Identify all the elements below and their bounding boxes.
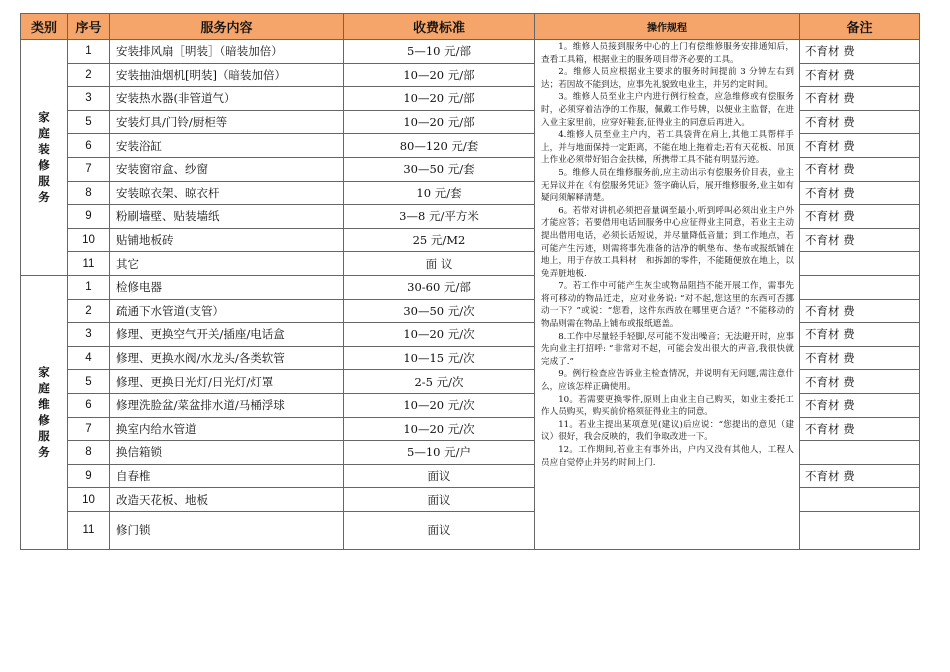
- fee-value: 面 议: [344, 252, 535, 276]
- row-number: 2: [68, 63, 110, 87]
- fee-value: 10—20 元/部: [344, 63, 535, 87]
- note-value: 不育材 费: [800, 346, 920, 370]
- fee-value: 10 元/套: [344, 181, 535, 205]
- row-number: 1: [68, 275, 110, 299]
- note-value: [800, 441, 920, 465]
- procedure-paragraph: 3。维修人员至业主户内进行例行检查，应急维修或有偿服务时，必须穿着洁净的工作服，佩戴工作号牌，以便业主监督，在进入业主家里前，应穿好鞋套,征得业主的同意后再进入。: [541, 92, 794, 128]
- service-name: 修理、更换空气开关/插座/电话盒: [110, 323, 344, 347]
- row-number: 8: [68, 441, 110, 465]
- service-name: 贴铺地板砖: [110, 228, 344, 252]
- fee-value: 80—120 元/套: [344, 134, 535, 158]
- category-home-repair: 家庭维修服务: [21, 275, 68, 549]
- service-name: 安装晾衣架、晾衣杆: [110, 181, 344, 205]
- row-number: 3: [68, 323, 110, 347]
- price-list-sheet: [20, 13, 919, 554]
- category-home-decoration: 家庭装修服务: [21, 40, 68, 276]
- note-value: [800, 275, 920, 299]
- header-number: 序号: [68, 14, 110, 40]
- fee-value: 10—20 元/次: [344, 393, 535, 417]
- fee-value: 10—15 元/次: [344, 346, 535, 370]
- fee-value: 面议: [344, 464, 535, 488]
- note-value: 不育材 费: [800, 417, 920, 441]
- fee-value: 10—20 元/次: [344, 417, 535, 441]
- note-value: 不育材 费: [800, 110, 920, 134]
- row-number: 1: [68, 40, 110, 64]
- procedure-paragraph: 5。维修人员在维修服务前,应主动出示有偿服务价目表，业主无异议并在《有偿服务凭证》签字确认后，展开维修服务,业主如有疑问须解释清楚。: [541, 167, 794, 204]
- note-value: [800, 488, 920, 512]
- note-value: 不育材 费: [800, 40, 920, 64]
- service-name: 换信箱锁: [110, 441, 344, 465]
- service-name: 安装浴缸: [110, 134, 344, 158]
- procedure-text: [535, 40, 829, 469]
- service-name: 安装灯具/门铃/厨柜等: [110, 110, 344, 134]
- header-row: [21, 14, 920, 40]
- fee-value: 30-60 元/部: [344, 275, 535, 299]
- service-name: 粉刷墙壁、贴装墙纸: [110, 205, 344, 229]
- row-number: 5: [68, 110, 110, 134]
- row-number: 7: [68, 417, 110, 441]
- note-value: 不育材 费: [800, 181, 920, 205]
- procedure-paragraph: 12。工作期间,若业主有事外出，户内又没有其他人，工程人员应自觉停止并另约时间上门.: [541, 445, 794, 468]
- fee-value: 10—20 元/部: [344, 87, 535, 111]
- table-row: [21, 40, 920, 64]
- note-value: 不育材 费: [800, 87, 920, 111]
- fee-value: 30—50 元/次: [344, 299, 535, 323]
- fee-value: 25 元/M2: [344, 228, 535, 252]
- service-name: 修理洗脸盆/菜盆排水道/马桶浮球: [110, 393, 344, 417]
- fee-value: 面议: [344, 511, 535, 549]
- row-number: 9: [68, 464, 110, 488]
- row-number: 5: [68, 370, 110, 394]
- note-value: [800, 511, 920, 549]
- note-value: 不育材 费: [800, 393, 920, 417]
- fee-value: 10—20 元/部: [344, 110, 535, 134]
- row-number: 6: [68, 393, 110, 417]
- header-fee: 收费标准: [344, 14, 535, 40]
- row-number: 10: [68, 488, 110, 512]
- note-value: 不育材 费: [800, 370, 920, 394]
- service-name: 修门锁: [110, 511, 344, 549]
- row-number: 2: [68, 299, 110, 323]
- header-service: 服务内容: [110, 14, 344, 40]
- note-value: 不育材 费: [800, 299, 920, 323]
- service-name: 自春椎: [110, 464, 344, 488]
- row-number: 11: [68, 511, 110, 549]
- service-name: 疏通下水管道(支管）: [110, 299, 344, 323]
- fee-value: 5—10 元/部: [344, 40, 535, 64]
- note-value: 不育材 费: [800, 134, 920, 158]
- service-name: 换室内给水管道: [110, 417, 344, 441]
- procedure-paragraph: 6。若带对讲机必须把音量调至最小,听到呼叫必须出业主户外才能应答；若要借用电话回服务中心应征得业主同意，若业主主动提出借用电话，必须长话短说，并尽量降低音量；到工作地点，若可能产生污迹，则需将事先准备的洁净的帆垫布、垫布或报纸铺在 地上，用于存放工具料材 和拆卸的零件，不能随便放在地上，以免弄脏地板.: [541, 205, 812, 279]
- service-name: 安装抽油烟机[明装]（暗装加倍）: [110, 63, 344, 87]
- note-value: 不育材 费: [800, 205, 920, 229]
- service-name: 安装排风扇［明装］（暗装加倍）: [110, 40, 344, 64]
- procedure-paragraph: 4.维修人员至业主户内，若工具袋背在肩上,其他工具帮样手 上，并与地面保持一定距离，不能在地上拖着走;若有天花板、吊顶上作业必须带好铝合金扶梯，所携带工具不能有明显污迹。: [541, 130, 829, 166]
- fee-value: 2-5 元/次: [344, 370, 535, 394]
- note-value: 不育材 费: [800, 157, 920, 181]
- procedure-cell: [535, 40, 829, 550]
- row-number: 9: [68, 205, 110, 229]
- header-note: 备注: [800, 14, 920, 40]
- service-price-table: [20, 13, 920, 550]
- row-number: 7: [68, 157, 110, 181]
- note-value: 不育材 费: [800, 464, 920, 488]
- header-procedure: 操作规程: [535, 14, 800, 40]
- note-value: 不育材 费: [800, 228, 920, 252]
- service-name: 安装热水器(非管道气）: [110, 87, 344, 111]
- procedure-paragraph: 9。例行检查应告诉业主检查情况，并说明有无问题,需注意什么，应该怎样正确使用。: [541, 369, 794, 393]
- service-name: 修理、更换日光灯/日光灯/灯罩: [110, 370, 344, 394]
- row-number: 10: [68, 228, 110, 252]
- service-name: 其它: [110, 252, 344, 276]
- fee-value: 30—50 元/套: [344, 157, 535, 181]
- procedure-paragraph: 1。维修人员接到服务中心的上门有偿维修服务安排通知后，查看工具箱，根据业主的服务项目带齐必要的工具。: [541, 42, 794, 65]
- header-category: 类别: [21, 14, 68, 40]
- fee-value: 面议: [344, 488, 535, 512]
- row-number: 11: [68, 252, 110, 276]
- row-number: 6: [68, 134, 110, 158]
- row-number: 8: [68, 181, 110, 205]
- service-name: 改造天花板、地板: [110, 488, 344, 512]
- procedure-paragraph: 10。若需要更换零件,原则上由业主自己购买，如业主委托工作人员购买，购买前价格须征得业主的同意。: [541, 394, 794, 418]
- fee-value: 10—20 元/次: [344, 323, 535, 347]
- procedure-paragraph: 8.工作中尽量轻手轻脚,尽可能不发出噪音；无法避开时，应事先向业主打招呼: “非常对不起，可能会发出很大的声音,我很快就完成了.”: [541, 331, 794, 367]
- note-value: 不育材 费: [800, 323, 920, 347]
- note-value: [800, 252, 920, 276]
- service-name: 修理、更换水阀/水龙头/各类软管: [110, 346, 344, 370]
- procedure-paragraph: 7。若工作中可能产生灰尘或物品阻挡不能开展工作，需事先将可移动的物品迁走，应对业务说: “对不起,您这里的东西可否挪动一下？”或说：“您看，这件东西放在哪里更合适？”不能移动的物品则需在物品上铺布或报纸遮盖。: [541, 281, 794, 330]
- row-number: 3: [68, 87, 110, 111]
- procedure-paragraph: 11。若业主提出某项意见(建议)后应说：“您提出的意见（建议）很好，我会反映的，我们争取改进一下。: [541, 419, 794, 443]
- row-number: 4: [68, 346, 110, 370]
- note-value: 不育材 费: [800, 63, 920, 87]
- fee-value: 3—8 元/平方米: [344, 205, 535, 229]
- procedure-paragraph: 2。维修人员应根据业主要求的服务时间提前 3 分钟左右到达；若因故不能到达，应事先礼貌致电业主，并另约定时间。: [541, 67, 794, 90]
- service-name: 检修电器: [110, 275, 344, 299]
- fee-value: 5—10 元/户: [344, 441, 535, 465]
- service-name: 安装窗帘盒、纱窗: [110, 157, 344, 181]
